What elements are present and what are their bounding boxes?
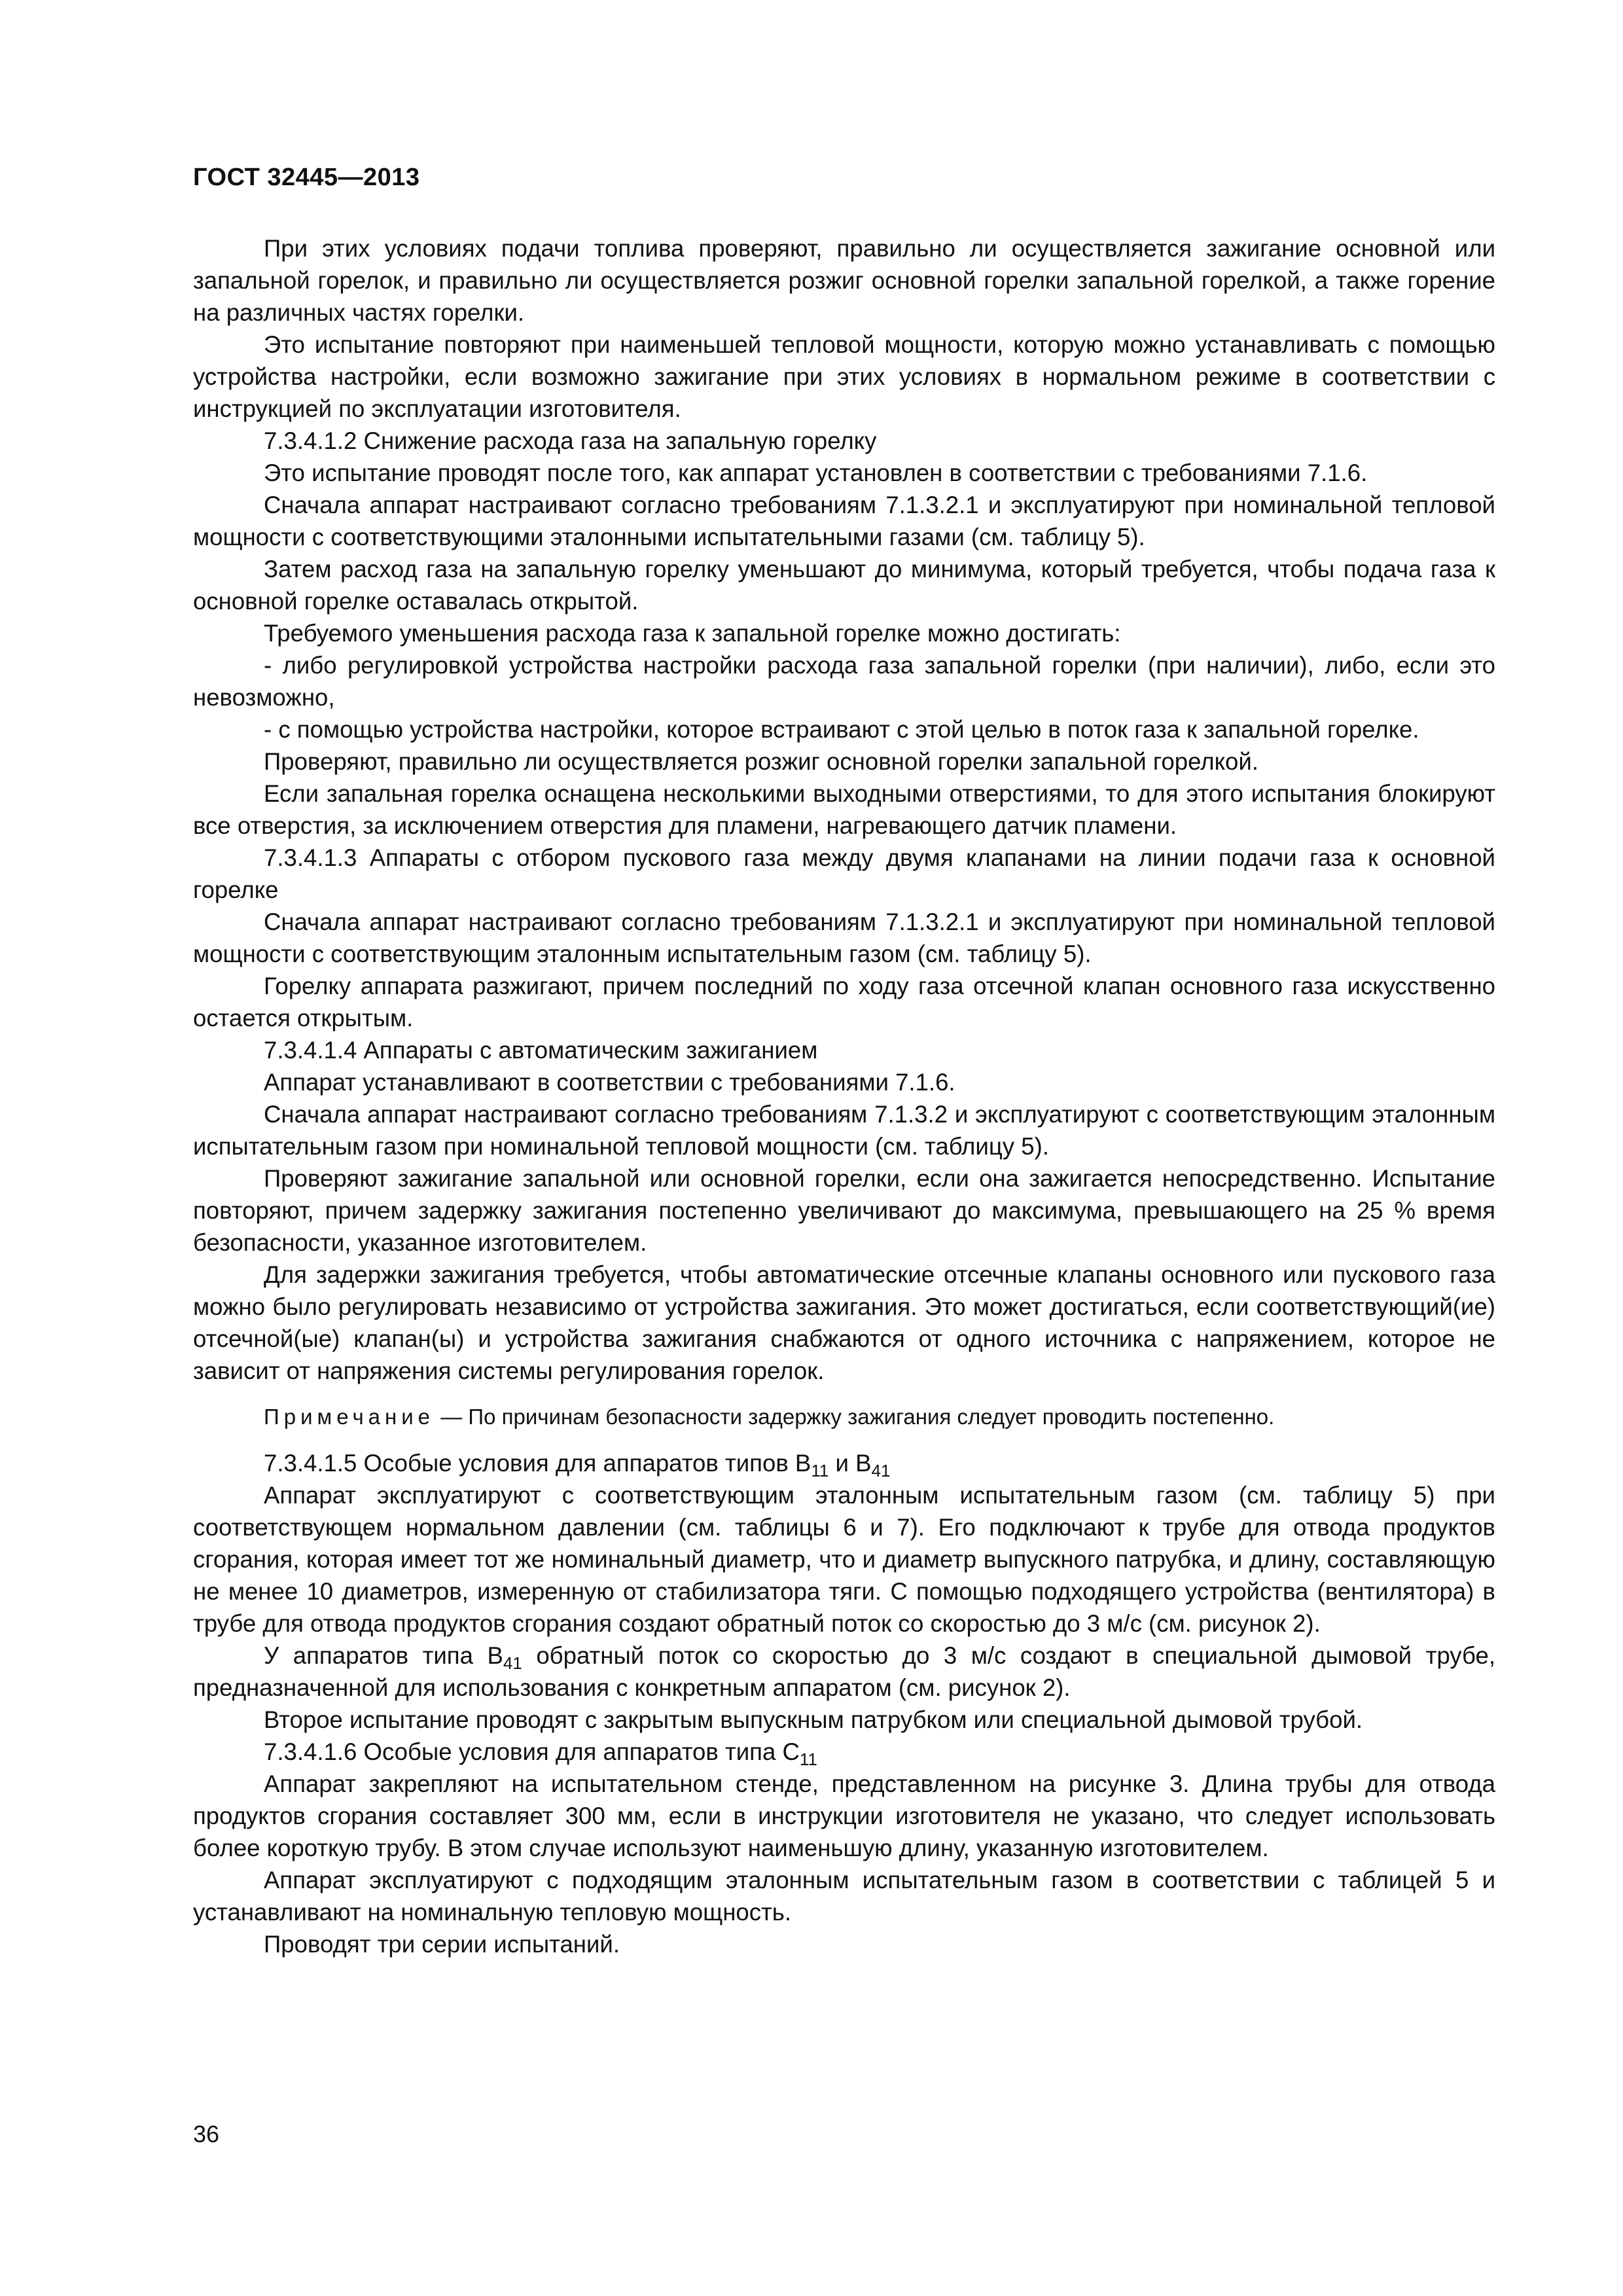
note-text: — По причинам безопасности задержку зажигания следует проводить постепенно.: [440, 1405, 1275, 1429]
paragraph: Аппарат закрепляют на испытательном стенде, представленном на рисунке 3. Длина трубы для отвода продуктов сгорания составляет 300 мм, если в инструкции изготовителя не указано, что следует использовать более короткую трубу. В этом случае используют наименьшую длину, указанную изготовителем.: [193, 1770, 1495, 1861]
paragraph: Проверяют зажигание запальной или основной горелки, если она зажигается непосредственно. Испытание повторяют, причем задержку зажигания постепенно увеличивают до максимума, превышающего на 25 % время безопасности, указанное изготовителем.: [193, 1165, 1495, 1256]
subscript: 11: [811, 1461, 829, 1480]
document-body: [193, 232, 1495, 1960]
paragraph: Для задержки зажигания требуется, чтобы автоматические отсечные клапаны основного или пускового газа можно было регулировать независимо от устройства зажигания. Это может достигаться, если соответствующий(ие) отсечной(ые) клапан(ы) и устройства зажигания снабжаются от одного источника с напряжением, которое не зависит от напряжения системы регулирования горелок.: [193, 1261, 1495, 1384]
list-item: - с помощью устройства настройки, которое встраивают с этой целью в поток газа к запальной горелке.: [264, 716, 1419, 743]
paragraph: Это испытание проводят после того, как аппарат установлен в соответствии с требованиями 7.1.6.: [264, 459, 1368, 486]
page-number: 36: [193, 2121, 220, 2147]
section-title-text: 7.3.4.1.5 Особые условия для аппаратов типов B: [264, 1450, 812, 1477]
paragraph-text: У аппаратов типа B: [264, 1642, 503, 1669]
subscript: 41: [503, 1653, 522, 1673]
section-title-text: и B: [829, 1450, 872, 1477]
section-heading: 7.3.4.1.4 Аппараты с автоматическим зажиганием: [264, 1037, 818, 1064]
paragraph: Если запальная горелка оснащена несколькими выходными отверстиями, то для этого испытания блокируют все отверстия, за исключением отверстия для пламени, нагревающего датчик пламени.: [193, 780, 1495, 839]
paragraph: Проводят три серии испытаний.: [264, 1931, 620, 1958]
paragraph: Аппарат эксплуатируют с соответствующим эталонным испытательным газом (см. таблицу 5) при соответствующем нормальном давлении (см. таблицы 6 и 7). Его подключают к трубе для отвода продуктов сгорания, которая имеет тот же номинальный диаметр, что и диаметр выпускного патрубка, и длину, составляющую не менее 10 диаметров, измеренную от стабилизатора тяги. С помощью подходящего устройства (вентилятора) в трубе для отвода продуктов сгорания создают обратный поток со скоростью до 3 м/с (см. рисунок 2).: [193, 1482, 1495, 1637]
section-heading: [193, 1736, 1495, 1768]
paragraph: Аппарат эксплуатируют с подходящим эталонным испытательным газом в соответствии с таблицей 5 и устанавливают на номинальную тепловую мощность.: [193, 1867, 1495, 1926]
list-item: - либо регулировкой устройства настройки расхода газа запальной горелки (при наличии), либо, если это невозможно,: [193, 652, 1495, 711]
paragraph: Требуемого уменьшения расхода газа к запальной горелке можно достигать:: [264, 620, 1121, 647]
paragraph: Это испытание повторяют при наименьшей тепловой мощности, которую можно устанавливать с помощью устройства настройки, если возможно зажигание при этих условиях в нормальном режиме в соответствии с инструкцией по эксплуатации изготовителя.: [193, 331, 1495, 422]
section-heading: [193, 1447, 1495, 1479]
section-title-text: 7.3.4.1.6 Особые условия для аппаратов типа C: [264, 1738, 800, 1765]
paragraph: Горелку аппарата разжигают, причем последний по ходу газа отсечной клапан основного газа искусственно остается открытым.: [193, 973, 1495, 1031]
paragraph: При этих условиях подачи топлива проверяют, правильно ли осуществляется зажигание основной или запальной горелок, и правильно ли осуществляется розжиг основной горелки запальной горелкой, а также горение на различных частях горелки.: [193, 235, 1495, 326]
subscript: 11: [799, 1749, 817, 1769]
paragraph: Проверяют, правильно ли осуществляется розжиг основной горелки запальной горелкой.: [264, 748, 1258, 775]
paragraph: Второе испытание проводят с закрытым выпускным патрубком или специальной дымовой трубой.: [264, 1706, 1363, 1733]
paragraph: Сначала аппарат настраивают согласно требованиям 7.1.3.2 и эксплуатируют с соответствующим эталонным испытательным газом при номинальной тепловой мощности (см. таблицу 5).: [193, 1101, 1495, 1160]
note-label: Примечание: [264, 1405, 435, 1429]
paragraph: Сначала аппарат настраивают согласно требованиям 7.1.3.2.1 и эксплуатируют при номинальной тепловой мощности с соответствующим эталонным испытательным газом (см. таблицу 5).: [193, 908, 1495, 967]
section-heading: 7.3.4.1.3 Аппараты с отбором пускового газа между двумя клапанами на линии подачи газа к основной горелке: [193, 844, 1495, 903]
paragraph: Сначала аппарат настраивают согласно требованиям 7.1.3.2.1 и эксплуатируют при номинальной тепловой мощности с соответствующими эталонными испытательными газами (см. таблицу 5).: [193, 492, 1495, 550]
paragraph: [193, 1640, 1495, 1704]
subscript: 41: [871, 1461, 891, 1480]
document-number-header: ГОСТ 32445—2013: [193, 164, 420, 191]
paragraph: Аппарат устанавливают в соответствии с требованиями 7.1.6.: [264, 1069, 955, 1096]
section-heading: 7.3.4.1.2 Снижение расхода газа на запальную горелку: [264, 427, 877, 454]
paragraph-text: обратный поток со скоростью до 3 м/с создают в специальной дымовой трубе, предназначенной для использования с конкретным аппаратом (см. рисунок 2).: [193, 1642, 1495, 1701]
paragraph: Затем расход газа на запальную горелку уменьшают до минимума, который требуется, чтобы подача газа к основной горелке оставалась открытой.: [193, 556, 1495, 615]
note: [193, 1403, 1495, 1431]
